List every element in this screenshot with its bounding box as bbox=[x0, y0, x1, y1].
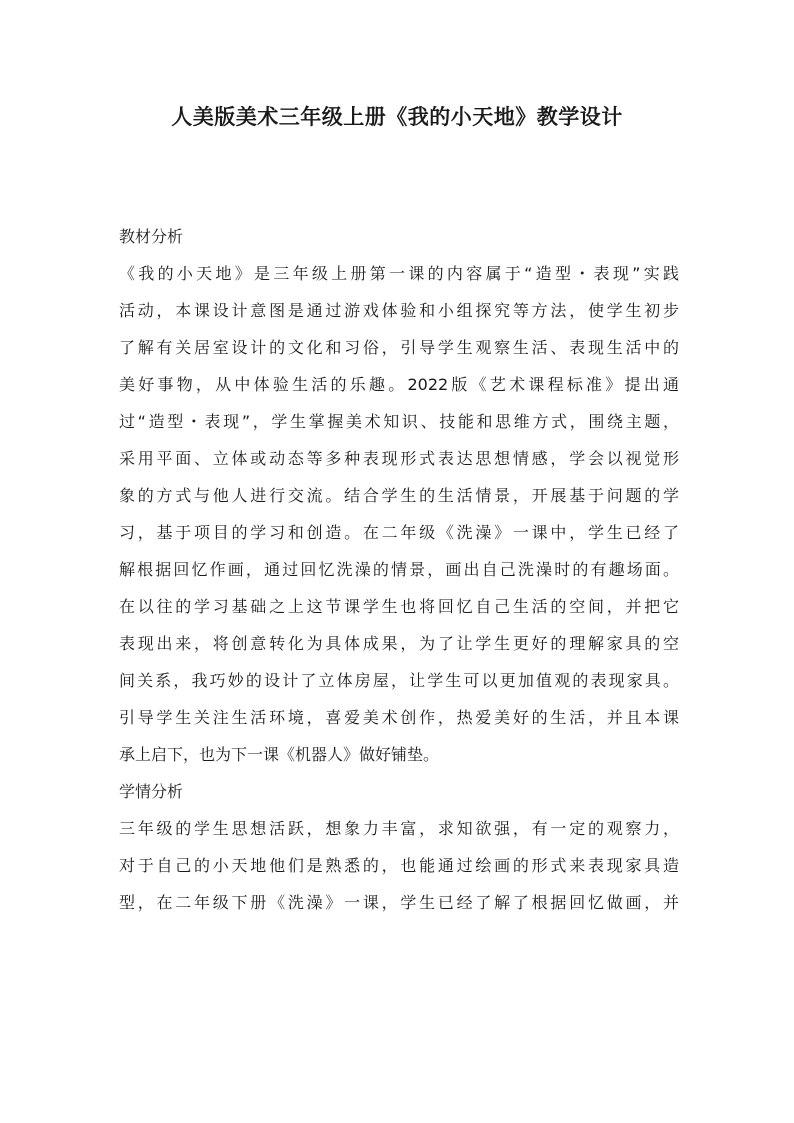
paragraph-line: 了解有关居室设计的文化和习俗，引导学生观察生活、表现生活中的 bbox=[119, 338, 679, 357]
paragraph-line: 解根据回忆作画，通过回忆洗澡的情景，画出自己洗澡时的有趣场面。 bbox=[119, 560, 679, 579]
paragraph-line: 采用平面、立体或动态等多种表现形式表达思想情感，学会以视觉形 bbox=[119, 449, 679, 468]
paragraph-line: 对于自己的小天地他们是熟悉的，也能通过绘画的形式来表现家具造 bbox=[119, 856, 679, 875]
paragraph-line: 在以往的学习基础之上这节课学生也将回忆自己生活的空间，并把它 bbox=[119, 597, 679, 616]
paragraph-line: 型，在二年级下册《洗澡》一课，学生已经了解了根据回忆做画，并 bbox=[119, 893, 679, 912]
section-heading: 学情分析 bbox=[119, 782, 184, 801]
paragraph-line: 承上启下，也为下一课《机器人》做好铺垫。 bbox=[119, 745, 440, 764]
paragraph-line: 过“造型・表现”，学生掌握美术知识、技能和思维方式，围绕主题， bbox=[119, 412, 679, 431]
paragraph-line: 表现出来，将创意转化为具体成果，为了让学生更好的理解家具的空 bbox=[119, 634, 679, 653]
paragraph-line: 象的方式与他人进行交流。结合学生的生活情景，开展基于问题的学 bbox=[119, 486, 679, 505]
document-title: 人美版美术三年级上册《我的小天地》教学设计 bbox=[171, 105, 623, 129]
paragraph-line: 活动，本课设计意图是通过游戏体验和小组探究等方法，使学生初步 bbox=[119, 301, 679, 320]
section-heading: 教材分析 bbox=[119, 227, 184, 246]
paragraph-line: 引导学生关注生活环境，喜爱美术创作，热爱美好的生活，并且本课 bbox=[119, 708, 679, 727]
paragraph-line: 习，基于项目的学习和创造。在二年级《洗澡》一课中，学生已经了 bbox=[119, 523, 679, 542]
paragraph-line: 间关系，我巧妙的设计了立体房屋，让学生可以更加值观的表现家具。 bbox=[119, 671, 679, 690]
paragraph-line: 《我的小天地》是三年级上册第一课的内容属于“造型・表现”实践 bbox=[119, 264, 679, 283]
paragraph-line: 美好事物，从中体验生活的乐趣。2022版《艺术课程标准》提出通 bbox=[119, 375, 679, 394]
paragraph-line: 三年级的学生思想活跃，想象力丰富，求知欲强，有一定的观察力， bbox=[119, 819, 679, 838]
